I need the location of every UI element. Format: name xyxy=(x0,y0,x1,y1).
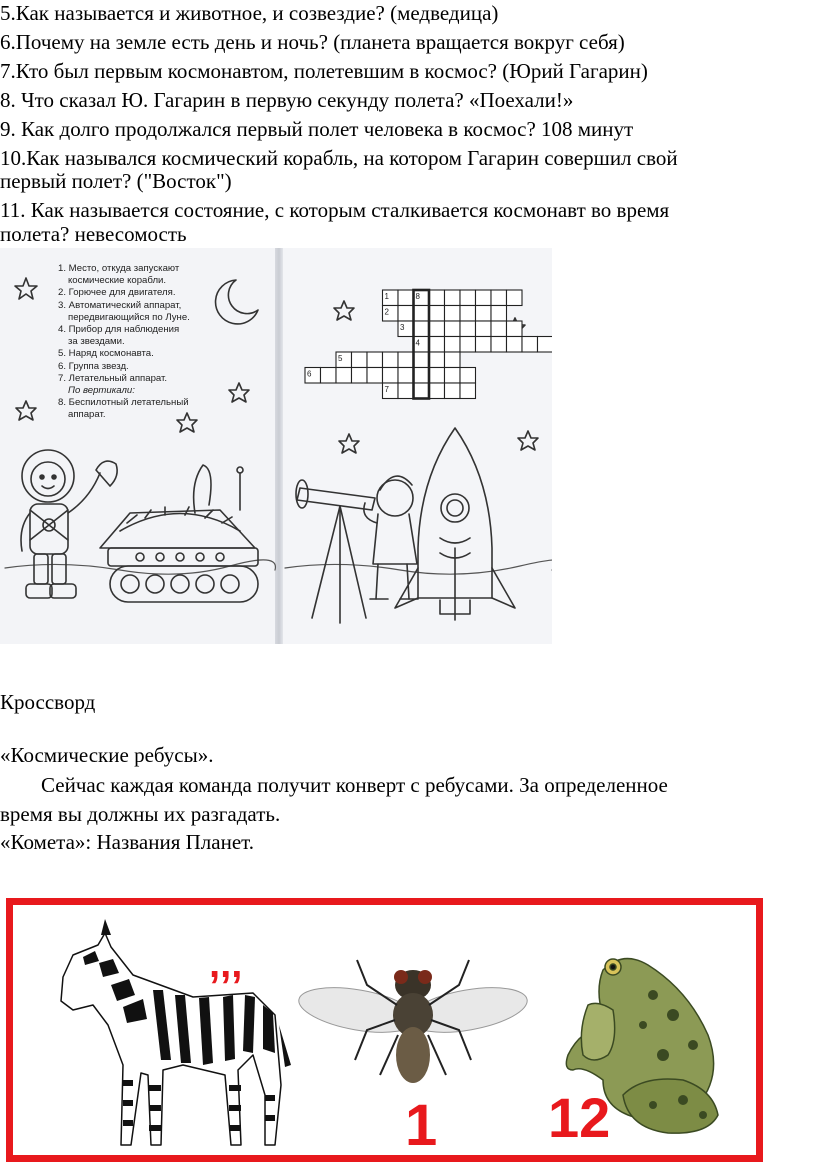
crossword-cell xyxy=(445,337,461,353)
crossword-cell xyxy=(491,321,507,337)
crossword-illustration xyxy=(0,248,552,644)
comet-task: «Комета»: Названия Планет. xyxy=(0,830,255,854)
clue-line: 4. Прибор для наблюдения xyxy=(58,324,180,336)
clue-line: космические корабли. xyxy=(68,275,167,287)
rebus-commas: ,,, xyxy=(209,942,243,986)
rocket-drawing xyxy=(395,428,515,620)
crossword-cell xyxy=(352,368,368,384)
crossword-cell xyxy=(460,383,476,399)
rebus-drawing xyxy=(13,905,756,1155)
crossword-number: 6 xyxy=(307,369,312,379)
crossword-number: 4 xyxy=(415,338,420,348)
crossword-cell xyxy=(321,368,337,384)
question-8: 8. Что сказал Ю. Гагарин в первую секунду полета? «Поехали!» xyxy=(0,88,574,112)
moon-icon xyxy=(216,280,258,324)
crossword-cell xyxy=(414,321,430,337)
crossword-cell xyxy=(507,290,523,306)
fly-drawing xyxy=(295,960,530,1083)
crossword-number: 3 xyxy=(400,323,405,332)
star-icon xyxy=(15,278,37,299)
crossword-cell xyxy=(445,306,461,322)
crossword-heading: Кроссворд xyxy=(0,690,96,714)
crossword-cell xyxy=(429,383,445,399)
crossword-cell xyxy=(398,306,414,322)
crossword-cell xyxy=(398,352,414,368)
crossword-number: 5 xyxy=(338,354,343,363)
crossword-cell xyxy=(336,368,352,384)
crossword-cell xyxy=(414,368,430,384)
crossword-number: 7 xyxy=(384,385,389,394)
clue-line: 5. Наряд космонавта. xyxy=(58,348,154,360)
crossword-cell xyxy=(507,337,523,353)
crossword-cell xyxy=(429,352,445,368)
rebus-frog-number: 12 xyxy=(548,1086,611,1149)
clue-line: 7. Летательный аппарат. xyxy=(58,372,168,384)
star-icon xyxy=(334,301,354,320)
clue-line: 2. Горючее для двигателя. xyxy=(58,287,176,299)
crossword-cell xyxy=(476,321,492,337)
crossword-cell xyxy=(414,306,430,322)
crossword-cell xyxy=(445,290,461,306)
star-icon xyxy=(229,383,249,402)
question-9: 9. Как долго продолжался первый полет человека в космос? 108 минут xyxy=(0,117,634,141)
crossword-cell xyxy=(445,368,461,384)
crossword-cell xyxy=(460,321,476,337)
rebus-intro-line-2: время вы должны их разгадать. xyxy=(0,802,281,826)
telescope-drawing xyxy=(296,480,375,623)
question-7: 7.Кто был первым космонавтом, полетевшим в космос? (Юрий Гагарин) xyxy=(0,59,648,83)
question-10-line-1: 10.Как назывался космический корабль, на котором Гагарин совершил свой xyxy=(0,146,678,170)
question-6: 6.Почему на земле есть день и ночь? (планета вращается вокруг себя) xyxy=(0,30,625,54)
rebus-heading: «Космические ребусы». xyxy=(0,743,214,767)
crossword-cell xyxy=(367,368,383,384)
crossword-cell xyxy=(429,368,445,384)
crossword-cell xyxy=(522,337,538,353)
crossword-cell xyxy=(398,383,414,399)
crossword-cell xyxy=(398,368,414,384)
clue-line: 1. Место, откуда запускают xyxy=(58,263,180,274)
crossword-cell xyxy=(352,352,368,368)
crossword-cell xyxy=(476,337,492,353)
clue-line: передвигающийся по Луне. xyxy=(68,311,190,323)
crossword-cell xyxy=(445,383,461,399)
illustration-drawing xyxy=(0,248,552,644)
question-5: 5.Как называется и животное, и созвездие? (медведица) xyxy=(0,1,499,25)
crossword-cell xyxy=(383,352,399,368)
crossword-cell xyxy=(414,383,430,399)
crossword-cell xyxy=(476,306,492,322)
zebra-drawing xyxy=(61,919,291,1145)
question-10-line-2: первый полет? ("Восток") xyxy=(0,169,232,193)
crossword-cell xyxy=(460,306,476,322)
clue-line: 6. Группа звезд. xyxy=(58,360,129,372)
crossword-cell xyxy=(429,337,445,353)
rebus-fly-number: 1 xyxy=(405,1093,438,1155)
crossword-cell xyxy=(460,337,476,353)
crossword-cell xyxy=(476,290,492,306)
crossword-cell xyxy=(507,321,523,337)
star-icon xyxy=(16,401,36,420)
rebus-intro-line-1: Сейчас каждая команда получит конверт с ребусами. За определенное xyxy=(41,773,668,797)
star-icon xyxy=(518,431,538,450)
clue-subheading: По вертикали: xyxy=(68,385,135,397)
crossword-cell xyxy=(491,306,507,322)
crossword-cell xyxy=(414,352,430,368)
crossword-cell xyxy=(491,337,507,353)
crossword-cell xyxy=(445,321,461,337)
rebus-frame xyxy=(6,898,763,1162)
crossword-number: 2 xyxy=(384,307,389,317)
crossword-cell xyxy=(460,368,476,384)
star-icon xyxy=(177,413,197,432)
lunar-rover-drawing xyxy=(100,465,258,602)
star-icon xyxy=(339,434,359,453)
clue-line: аппарат. xyxy=(68,409,106,421)
crossword-cell xyxy=(445,352,461,368)
crossword-cell xyxy=(538,337,553,353)
crossword-cell xyxy=(460,290,476,306)
crossword-number: 1 xyxy=(384,292,389,301)
question-11-line-2: полета? невесомость xyxy=(0,222,187,246)
crossword-cell xyxy=(491,290,507,306)
astronaut-drawing xyxy=(21,450,117,598)
clue-line: 8. Беспилотный летательный xyxy=(58,397,189,409)
crossword-cell xyxy=(367,352,383,368)
clue-line: 3. Автоматический аппарат, xyxy=(58,299,182,311)
crossword-cell xyxy=(429,290,445,306)
crossword-cell xyxy=(398,290,414,306)
crossword-cell xyxy=(383,368,399,384)
question-11-line-1: 11. Как называется состояние, с которым сталкивается космонавт во время xyxy=(0,198,670,222)
crossword-cell xyxy=(429,306,445,322)
clue-line: за звездами. xyxy=(68,336,125,348)
crossword-number: 8 xyxy=(415,292,420,301)
crossword-cell xyxy=(429,321,445,337)
